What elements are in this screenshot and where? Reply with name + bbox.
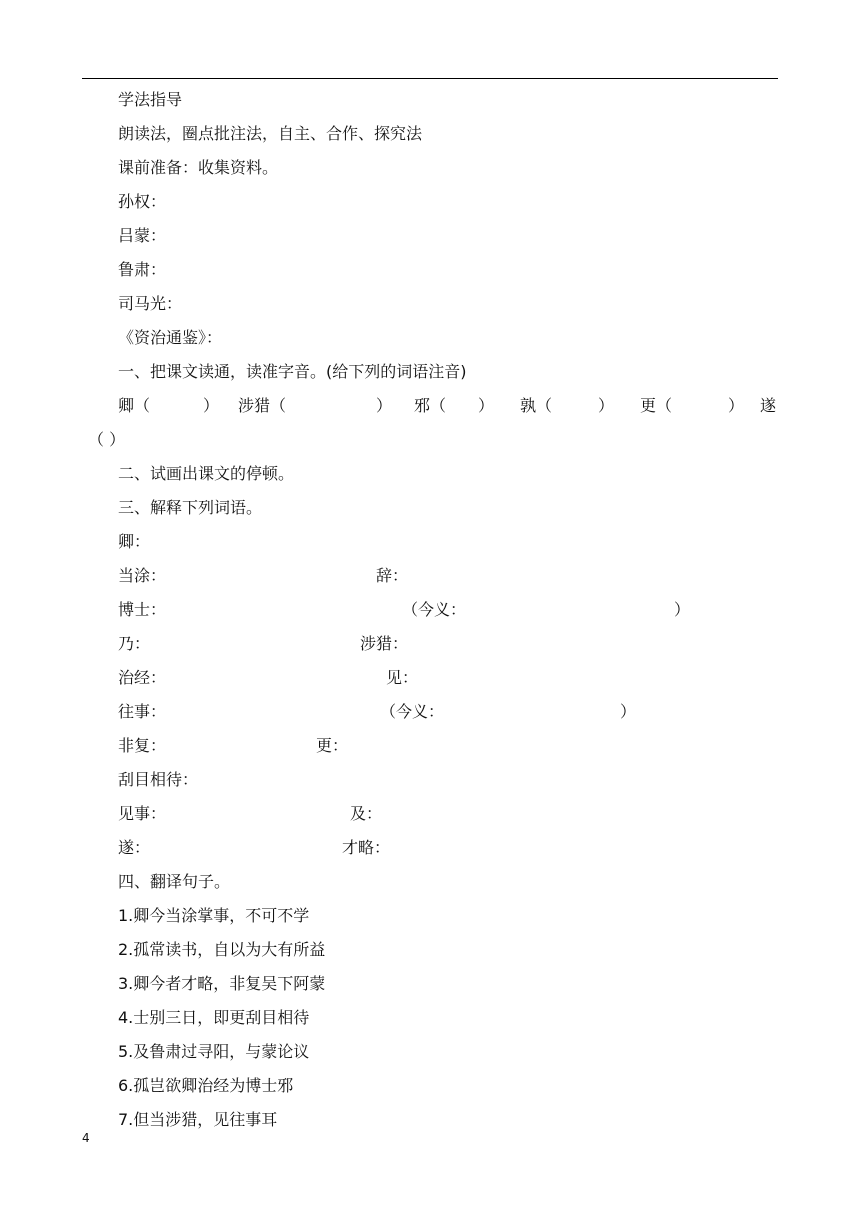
sentence-item: 6.孤岂欲卿治经为博士邪 [118,1076,294,1095]
term-dangtu: 当涂： [118,566,167,585]
person-lumeng: 吕蒙： [118,226,167,245]
term-jian: 见： [386,668,419,687]
heading-study-method: 学法指导 [118,90,183,109]
term-boshi: 博士： [118,600,167,619]
study-method-text: 朗读法，圈点批注法，自主、合作、探究法 [118,124,423,143]
term-boshi-modern: （今义： [402,600,467,619]
pinyin-wrap: （ ） [88,430,126,449]
section-2-title: 二、试画出课文的停顿。 [118,464,295,483]
term-zhijing: 治经： [118,668,167,687]
term-cailue: 才略： [342,838,391,857]
term-wangshi-close: ） [620,702,637,721]
page-number: 4 [82,1131,90,1145]
person-simaguang: 司马光： [118,294,183,313]
sentence-item: 2.孤常读书，自以为大有所益 [118,940,326,959]
header-rule [82,78,778,79]
section-4-title: 四、翻译句子。 [118,872,231,891]
term-nai: 乃： [118,634,151,653]
term-boshi-close: ） [674,600,691,619]
pinyin-item: 孰（ [520,396,553,415]
term-wangshi-modern: （今义： [380,702,445,721]
term-ci: 辞： [376,566,409,585]
term-ji: 及： [350,804,383,823]
term-jianshi: 见事： [118,804,167,823]
section-3-title: 三、解释下列词语。 [118,498,263,517]
pinyin-item: 遂 [760,396,777,415]
person-lusu: 鲁肃： [118,260,167,279]
pinyin-item: ） [203,396,220,415]
pinyin-item: ） [598,396,615,415]
pinyin-item: ） [376,396,393,415]
pinyin-item: ） [728,396,745,415]
pinyin-item: 邪（ [414,396,447,415]
sentence-item: 7.但当涉猎，见往事耳 [118,1110,278,1129]
sentence-item: 1.卿今当涂掌事，不可不学 [118,906,310,925]
pinyin-item: ） [478,396,495,415]
term-feifu: 非复： [118,736,167,755]
term-shelie: 涉猎： [360,634,409,653]
pinyin-item: 卿（ [118,396,151,415]
preparation-text: 课前准备：收集资料。 [118,158,279,177]
term-qing: 卿： [118,532,151,551]
term-wangshi: 往事： [118,702,167,721]
sentence-item: 3.卿今者才略，非复吴下阿蒙 [118,974,326,993]
pinyin-item: 更（ [640,396,673,415]
person-sunquan: 孙权： [118,192,167,211]
sentence-item: 4.士别三日，即更刮目相待 [118,1008,310,1027]
book-zizhitongjian: 《资治通鉴》： [118,328,223,347]
sentence-item: 5.及鲁肃过寻阳，与蒙论议 [118,1042,310,1061]
section-1-title: 一、把课文读通，读准字音。(给下列的词语注音) [118,362,467,381]
term-geng: 更： [316,736,349,755]
term-sui: 遂： [118,838,151,857]
term-guamu: 刮目相待： [118,770,199,789]
pinyin-item: 涉猎（ [238,396,287,415]
